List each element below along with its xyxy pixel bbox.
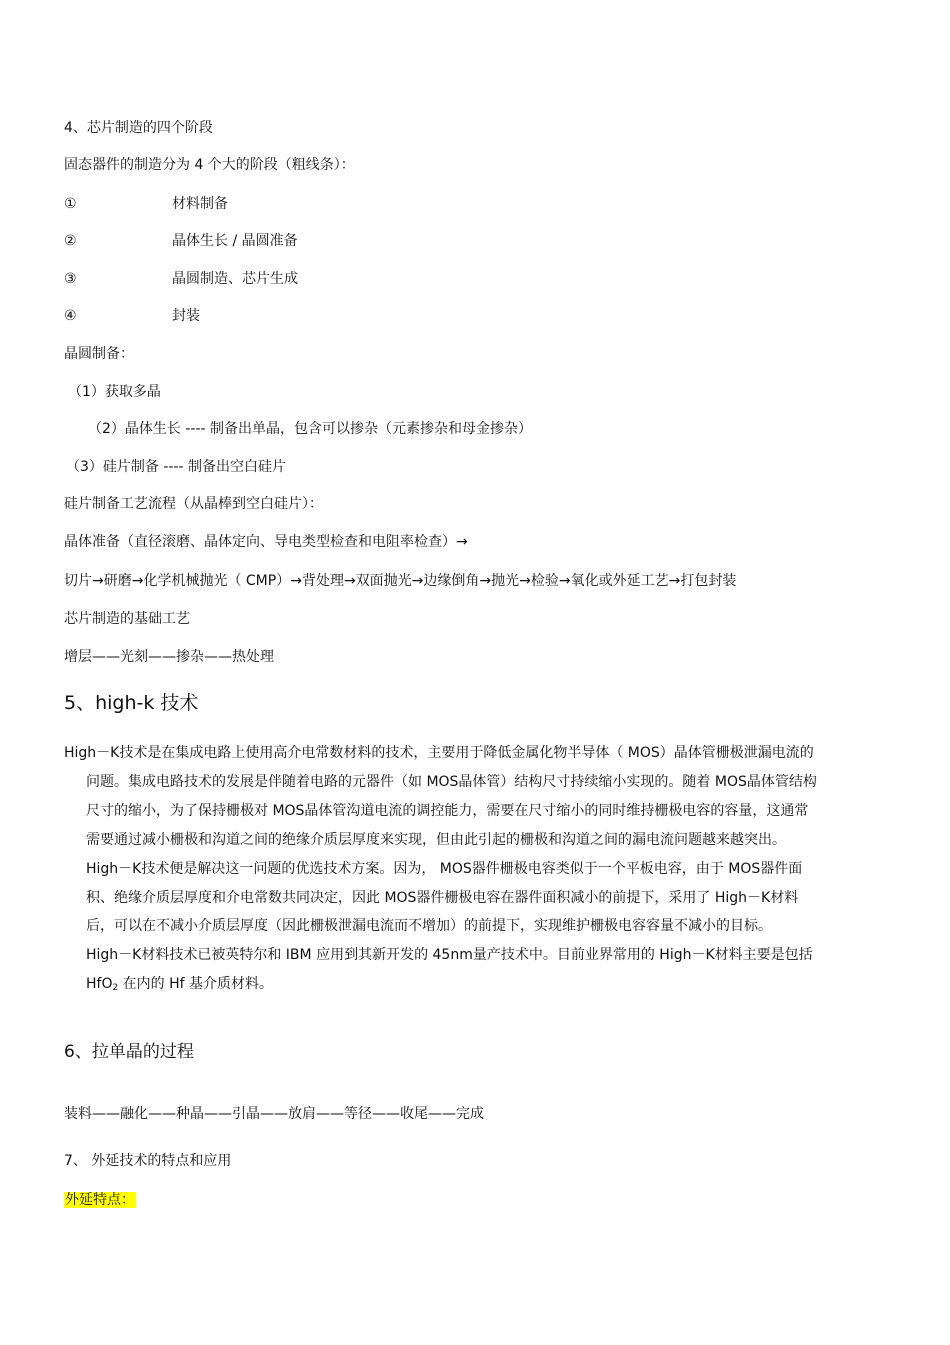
paragraph-line: 后，可以在不减小介质层厚度（因此栅极泄漏电流而不增加）的前提下，实现维护栅极电容容量不减小的目标。: [86, 918, 772, 934]
formula-hfo2: HfO: [86, 976, 113, 992]
stage-number: ④: [64, 308, 77, 324]
flow-line: 切片→研磨→化学机械抛光（ CMP）→背处理→双面抛光→边缘倒角→抛光→检验→氧化或外延工艺→打包封装: [64, 573, 737, 589]
highlighted-text: 外延特点：: [65, 1192, 135, 1208]
paragraph-text: 在内的 Hf 基介质材料。: [118, 976, 274, 992]
highlight-label: [64, 1190, 136, 1210]
stage-label: 封装: [172, 308, 200, 324]
wafer-step: （3）硅片制备 ---- 制备出空白硅片: [66, 459, 287, 475]
paragraph-line: High－K技术是在集成电路上使用高介电常数材料的技术，主要用于降低金属化物半导体（ MOS）晶体管栅极泄漏电流的: [64, 745, 814, 761]
section-4-title: 4、芯片制造的四个阶段: [64, 120, 213, 136]
section-7-title: 7、 外延技术的特点和应用: [64, 1153, 232, 1169]
flow-heading: 硅片制备工艺流程（从晶棒到空白硅片）：: [64, 496, 323, 512]
wafer-prep-heading: 晶圆制备：: [64, 346, 134, 362]
basic-process-heading: 芯片制造的基础工艺: [64, 611, 190, 627]
formula-subscript: 2: [112, 983, 119, 993]
stage-label: 晶体生长 / 晶圆准备: [172, 233, 298, 249]
paragraph-line: High－K材料技术已被英特尔和 IBM 应用到其新开发的 45nm量产技术中。目前业界常用的 High－K材料主要是包括: [86, 947, 813, 963]
paragraph-line: 需要通过减小栅极和沟道之间的绝缘介质层厚度来实现，但由此引起的栅极和沟道之间的漏电流问题越来越突出。: [86, 832, 786, 848]
wafer-step: （2）晶体生长 ---- 制备出单晶，包含可以掺杂（元素掺杂和母金掺杂）: [88, 421, 533, 437]
section-4-intro: 固态器件的制造分为 4 个大的阶段（粗线条）：: [64, 157, 355, 173]
paragraph-line: 尺寸的缩小，为了保持栅极对 MOS晶体管沟道电流的调控能力，需要在尺寸缩小的同时维持栅极电容的容量，这通常: [86, 803, 809, 819]
flow-line: 晶体准备（直径滚磨、晶体定向、导电类型检查和电阻率检查）→: [64, 534, 468, 550]
paragraph-line: 问题。集成电路技术的发展是伴随着电路的元器件（如 MOS晶体管）结构尺寸持续缩小实现的。随着 MOS晶体管结构: [86, 774, 817, 790]
basic-process-flow: 增层——光刻——掺杂——热处理: [64, 649, 274, 665]
section-5-title: 5、high-k 技术: [64, 692, 199, 714]
stage-number: ②: [64, 233, 77, 249]
paragraph-line: [86, 974, 273, 998]
section-6-title: 6、拉单晶的过程: [64, 1042, 194, 1062]
paragraph-line: 积、绝缘介质层厚度和介电常数共同决定，因此 MOS器件栅极电容在器件面积减小的前提下，采用了 High－K材料: [86, 890, 799, 906]
single-crystal-flow: 装料——融化——种晶——引晶——放肩——等径——收尾——完成: [64, 1106, 484, 1122]
wafer-step: （1）获取多晶: [68, 384, 161, 400]
paragraph-line: High－K技术便是解决这一问题的优选技术方案。因为， MOS器件栅极电容类似于一个平板电容，由于 MOS器件面: [86, 861, 803, 877]
stage-number: ③: [64, 271, 77, 287]
stage-number: ①: [64, 196, 77, 212]
stage-label: 晶圆制造、芯片生成: [172, 271, 298, 287]
stage-label: 材料制备: [172, 196, 228, 212]
